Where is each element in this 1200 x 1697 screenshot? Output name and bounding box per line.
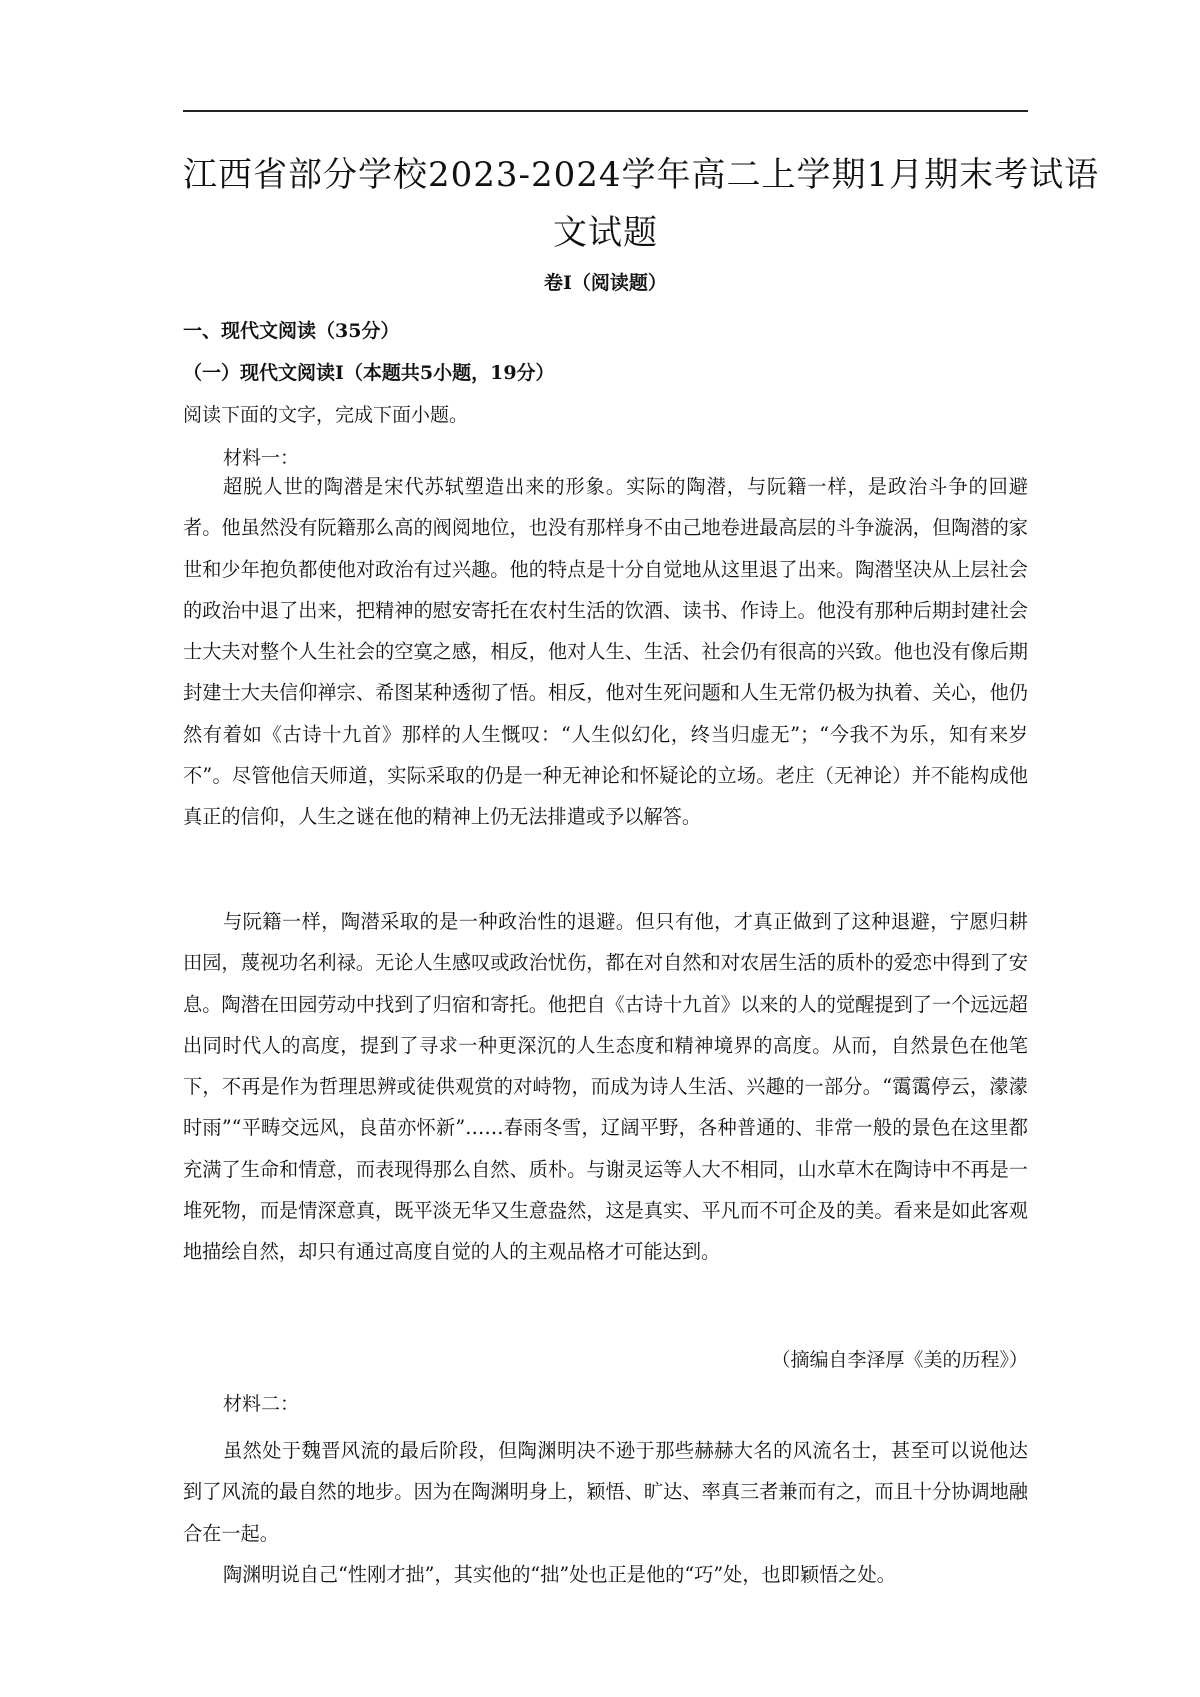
material-2-paragraph-1: 虽然处于魏晋风流的最后阶段，但陶渊明决不逊于那些赫赫大名的风流名士，甚至可以说他达到了风流的最自然的地步。因为在陶渊明身上，颖悟、旷达、率真三者兼而有之，而且十分协调地融合在一起。 bbox=[183, 1439, 1028, 1545]
material-1-paragraph-1: 超脱人世的陶潜是宋代苏轼塑造出来的形象。实际的陶潜，与阮籍一样，是政治斗争的回避者。他虽然没有阮籍那么高的阀阅地位，也没有那样身不由己地卷进最高层的斗争漩涡，但陶潜的家世和少年抱负都使他对政治有过兴趣。他的特点是十分自觉地从这里退了出来。陶潜坚决从上层社会的政治中退了出来，把精神的慰安寄托在农村生活的饮酒、读书、作诗上。他没有那种后期封建社会士大夫对整个人生社会的空寞之感，相反，他对人生、生活、社会仍有很高的兴致。他也没有像后期封建士大夫信仰禅宗、希图某种透彻了悟。相反，他对生死问题和人生无常仍极为执着、关心，他仍然有着如《古诗十九首》那样的人生慨叹：“人生似幻化，终当归虚无”；“今我不为乐，知有来岁不”。尽管他信天师道，实际采取的仍是一种无神论和怀疑论的立场。老庄（无神论）并不能构成他真正的信仰，人生之谜在他的精神上仍无法排遣或予以解答。 bbox=[183, 475, 1028, 829]
title-line-2: 文试题 bbox=[553, 213, 658, 253]
header-rule bbox=[183, 110, 1028, 112]
material-1-source: （摘编自李泽厚《美的历程》） bbox=[771, 1349, 1028, 1371]
section-heading: 一、现代文阅读（35分） bbox=[183, 320, 400, 342]
material-1-paragraph-2: 与阮籍一样，陶潜采取的是一种政治性的退避。但只有他，才真正做到了这种退避，宁愿归耕田园，蔑视功名利禄。无论人生感叹或政治忧伤，都在对自然和对农居生活的质朴的爱恋中得到了安息。陶潜在田园劳动中找到了归宿和寄托。他把自《古诗十九首》以来的人的觉醒提到了一个远远超出同时代人的高度，提到了寻求一种更深沉的人生态度和精神境界的高度。从而，自然景色在他笔下，不再是作为哲理思辨或徒供观赏的对峙物，而成为诗人生活、兴趣的一部分。“霭霭停云，濛濛时雨”“平畴交远风，良苗亦怀新”……春雨冬雪，辽阔平野，各种普通的、非常一般的景色在这里都充满了生命和情意，而表现得那么自然、质朴。与谢灵运等人大不相同，山水草木在陶诗中不再是一堆死物，而是情深意真，既平淡无华又生意盎然，这是真实、平凡而不可企及的美。看来是如此客观地描绘自然，却只有通过高度自觉的人的主观品格才可能达到。 bbox=[183, 910, 1028, 1264]
material-1-label: 材料一： bbox=[223, 447, 300, 469]
instruction-text: 阅读下面的文字，完成下面小题。 bbox=[183, 404, 469, 426]
volume-heading: 卷I（阅读题） bbox=[544, 272, 667, 294]
material-2-label: 材料二： bbox=[223, 1393, 300, 1415]
page-title bbox=[183, 146, 1100, 262]
material-2-paragraph-2: 陶渊明说自己“性刚才拙”，其实他的“拙”处也正是他的“巧”处，也即颖悟之处。 bbox=[223, 1563, 896, 1586]
title-line-1: 江西省部分学校2023-2024学年高二上学期1月期末考试语 bbox=[183, 155, 1100, 195]
subsection-heading: （一）现代文阅读I（本题共5小题，19分） bbox=[183, 362, 555, 384]
